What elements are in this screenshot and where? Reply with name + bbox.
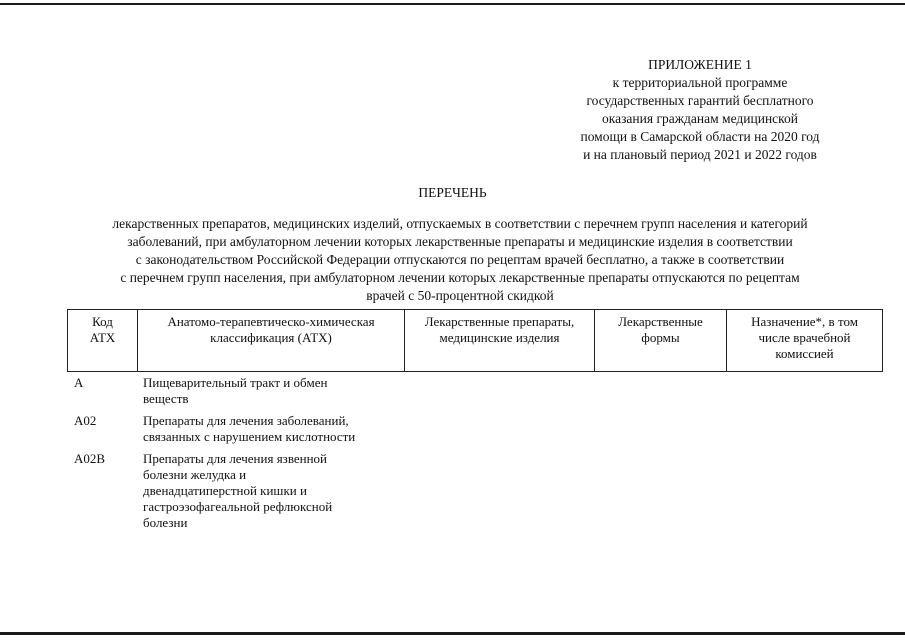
atc-code: A02 xyxy=(74,413,97,428)
table-row xyxy=(74,375,874,407)
atc-description xyxy=(143,375,403,407)
document-subtitle xyxy=(40,215,880,305)
subtitle-line: врачей с 50-процентной скидкой xyxy=(366,288,554,303)
header-text: Анатомо-терапевтическо-химическая xyxy=(167,314,375,329)
table-header xyxy=(67,309,883,372)
subtitle-line: с перечнем групп населения, при амбулаторном лечении которых лекарственные препараты отпускаются по рецептам xyxy=(120,270,800,285)
table-body xyxy=(74,375,874,537)
description-line: двенадцатиперстной кишки и xyxy=(143,483,307,498)
appendix-line: помощи в Самарской области на 2020 год xyxy=(580,129,820,144)
header-text: классификация (АТХ) xyxy=(210,330,332,345)
document-heading: ПЕРЕЧЕНЬ xyxy=(418,185,487,200)
atc-code: A xyxy=(74,375,84,390)
header-text: формы xyxy=(641,330,680,345)
appendix-line: к территориальной программе xyxy=(612,75,788,90)
appendix-title: ПРИЛОЖЕНИЕ 1 xyxy=(648,57,752,72)
header-text: Лекарственные препараты, xyxy=(424,314,575,329)
bottom-border-line xyxy=(0,632,905,635)
column-header-atc-classification xyxy=(138,310,405,371)
top-border-line xyxy=(0,3,905,5)
appendix-line: и на плановый период 2021 и 2022 годов xyxy=(583,147,817,162)
column-header-atc-code xyxy=(68,310,138,371)
subtitle-line: лекарственных препаратов, медицинских изделий, отпускаемых в соответствии с перечнем групп населения и категорий xyxy=(112,216,808,231)
header-text: Лекарственные xyxy=(618,314,703,329)
subtitle-line: заболеваний, при амбулаторном лечении которых лекарственные препараты и медицинские изделия в соответствии xyxy=(127,234,793,249)
atc-description xyxy=(143,451,403,531)
header-text: АТХ xyxy=(89,330,116,345)
description-line: болезни xyxy=(143,515,188,530)
description-line: Препараты для лечения заболеваний, xyxy=(143,413,349,428)
description-line: гастроэзофагеальной рефлюксной xyxy=(143,499,333,514)
appendix-line: оказания гражданам медицинской xyxy=(601,111,799,126)
appendix-block xyxy=(540,56,860,164)
subtitle-line: с законодательством Российской Федерации отпускаются по рецептам врачей бесплатно, а также в соответствии xyxy=(135,252,785,267)
column-header-dosage-forms xyxy=(595,310,727,371)
atc-description xyxy=(143,413,403,445)
atc-code: A02B xyxy=(74,451,106,466)
column-header-prescription xyxy=(727,310,882,371)
description-line: Пищеварительный тракт и обмен xyxy=(143,375,328,390)
column-header-drugs xyxy=(405,310,595,371)
table-row xyxy=(74,413,874,445)
header-text: Код xyxy=(92,314,113,329)
header-text: комиссией xyxy=(775,346,834,361)
header-text: медицинские изделия xyxy=(439,330,560,345)
appendix-line: государственных гарантий бесплатного xyxy=(586,93,814,108)
header-text: числе врачебной xyxy=(758,330,851,345)
description-line: веществ xyxy=(143,391,189,406)
description-line: болезни желудка и xyxy=(143,467,247,482)
table-row xyxy=(74,451,874,531)
description-line: Препараты для лечения язвенной xyxy=(143,451,328,466)
description-line: связанных с нарушением кислотности xyxy=(143,429,356,444)
header-text: Назначение*, в том xyxy=(751,314,858,329)
